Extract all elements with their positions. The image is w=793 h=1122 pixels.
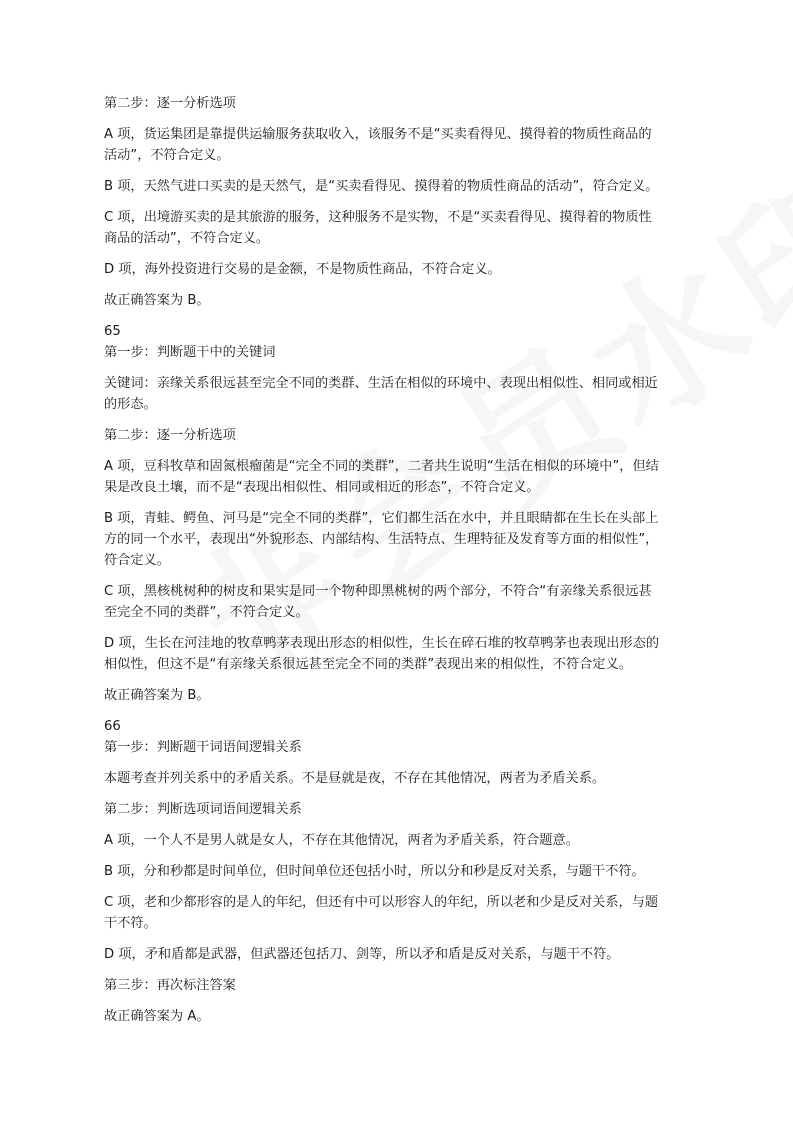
question-header (104, 716, 704, 758)
text-line: 第二步：逐一分析选项 (104, 428, 236, 443)
text-line: D 项，生长在河洼地的牧草鸭茅表现出形态的相似性，生长在碎石堆的牧草鸭茅也表现出形态的 (104, 636, 660, 651)
text-line: 的形态。 (104, 397, 157, 412)
text-line: 干不符。 (104, 916, 157, 931)
text-line: 符合定义。 (104, 553, 170, 568)
paragraph (104, 124, 704, 166)
paragraph (104, 830, 704, 851)
paragraph (104, 456, 704, 498)
text-line: C 项，老和少都形容的是人的年纪，但还有中可以形容人的年纪，所以老和少是反对关系，与题 (104, 895, 659, 910)
text-line: 至完全不同的类群”，不符合定义。 (104, 605, 309, 620)
document-body (104, 93, 704, 1027)
paragraph (104, 1006, 704, 1027)
text-line: 故正确答案为 B。 (104, 293, 210, 308)
paragraph (104, 581, 704, 623)
text-line: C 项，出境游买卖的是其旅游的服务，这种服务不是实物，不是“买卖看得见、摸得着的物质性 (104, 210, 652, 225)
paragraph (104, 944, 704, 965)
paragraph (104, 685, 704, 706)
paragraph (104, 373, 704, 415)
text-line: 第一步：判断题干词语间逻辑关系 (104, 740, 302, 755)
text-line: 本题考查并列关系中的矛盾关系。不是昼就是夜，不存在其他情况，两者为矛盾关系。 (104, 771, 606, 786)
paragraph (104, 768, 704, 789)
text-line: B 项，天然气进口买卖的是天然气，是“买卖看得见、摸得着的物质性商品的活动”，符合定义。 (104, 179, 659, 194)
text-line: B 项，青蛙、鳄鱼、河马是“完全不同的类群”，它们都生活在水中，并且眼睛都在生长在头部上 (104, 511, 659, 526)
paragraph (104, 799, 704, 820)
paragraph (104, 93, 704, 114)
paragraph (104, 176, 704, 197)
text-line: 第二步：判断选项词语间逻辑关系 (104, 802, 302, 817)
text-line: A 项，货运集团是靠提供运输服务获取收入，该服务不是“买卖看得见、摸得着的物质性商品的 (104, 127, 652, 142)
paragraph (104, 975, 704, 996)
text-line: 活动”，不符合定义。 (104, 148, 230, 163)
paragraph (104, 290, 704, 311)
paragraph (104, 633, 704, 675)
text-line: C 项，黑核桃树种的树皮和果实是同一个物种即黑桃树的两个部分，不符合“有亲缘关系很远甚 (104, 584, 652, 599)
paragraph (104, 508, 704, 571)
text-line: 第一步：判断题干中的关键词 (104, 345, 276, 360)
question-number: 65 (104, 324, 121, 339)
paragraph (104, 425, 704, 446)
paragraph (104, 892, 704, 934)
text-line: 第二步：逐一分析选项 (104, 96, 236, 111)
text-line: 关键词：亲缘关系很远甚至完全不同的类群、生活在相似的环境中、表现出相似性、相同或相近 (104, 376, 658, 391)
text-line: 相似性，但这不是“有亲缘关系很远甚至完全不同的类群”表现出来的相似性，不符合定义。 (104, 657, 632, 672)
text-line: 故正确答案为 B。 (104, 688, 210, 703)
text-line: 方的同一个水平，表现出“外貌形态、内部结构、生活特点、生理特征及发育等方面的相似性”， (104, 532, 659, 547)
text-line: D 项，矛和盾都是武器，但武器还包括刀、剑等，所以矛和盾是反对关系，与题干不符。 (104, 947, 620, 962)
question-header (104, 321, 704, 363)
paragraph (104, 259, 704, 280)
text-line: A 项，一个人不是男人就是女人，不存在其他情况，两者为矛盾关系，符合题意。 (104, 833, 579, 848)
text-line: A 项，豆科牧草和固氮根瘤菌是“完全不同的类群”，二者共生说明“生活在相似的环境中”，但结 (104, 459, 659, 474)
question-number: 66 (104, 719, 121, 734)
text-line: D 项，海外投资进行交易的是金额，不是物质性商品，不符合定义。 (104, 262, 501, 277)
paragraph (104, 207, 704, 249)
text-line: 商品的活动”，不符合定义。 (104, 231, 270, 246)
text-line: 第三步：再次标注答案 (104, 978, 236, 993)
paragraph (104, 861, 704, 882)
text-line: 故正确答案为 A。 (104, 1009, 210, 1024)
text-line: 果是改良土壤，而不是“表现出相似性、相同或相近的形态”，不符合定义。 (104, 480, 540, 495)
text-line: B 项，分和秒都是时间单位，但时间单位还包括小时，所以分和秒是反对关系，与题干不符。 (104, 864, 645, 879)
